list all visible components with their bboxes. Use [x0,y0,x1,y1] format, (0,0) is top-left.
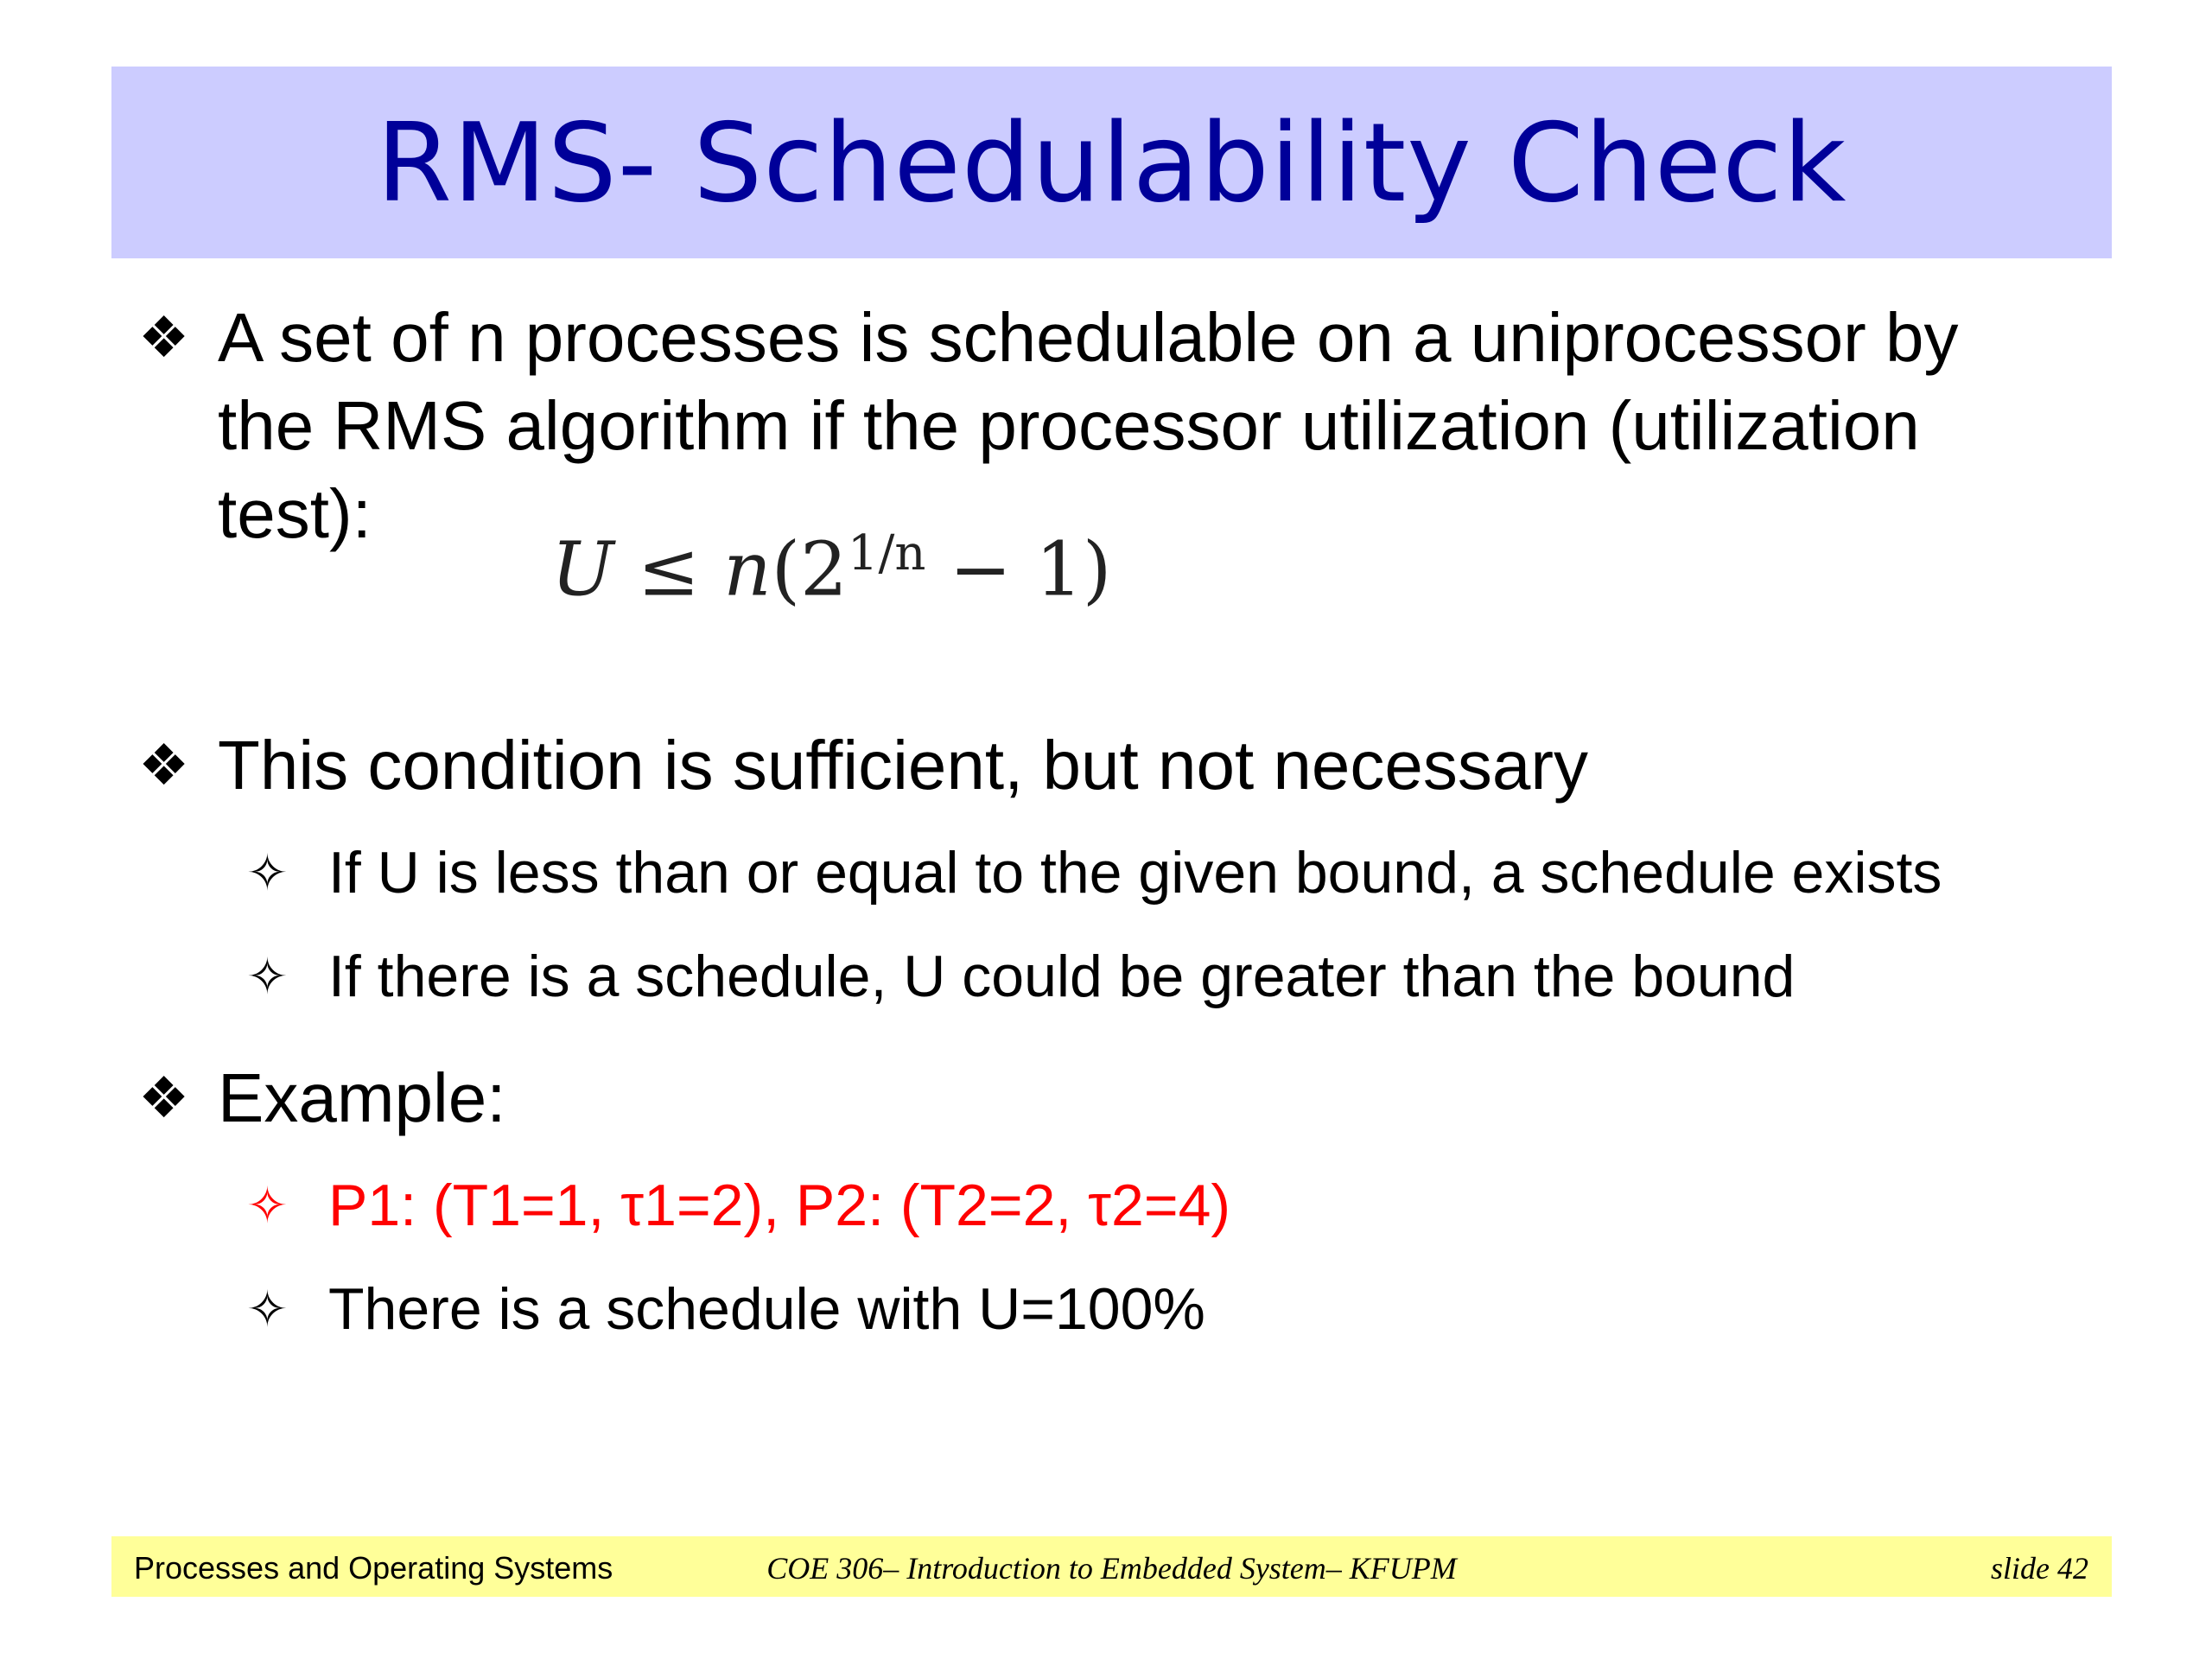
sub-bullet-text: If there is a schedule, U could be greater than the bound [328,944,1796,1009]
star-bullet-icon: ✧ [246,843,289,902]
bullet-text-line: A set of n processes is schedulable on a uniprocessor by [218,299,1959,376]
sub-bullet-text: If U is less than or equal to the given bound, a schedule exists [328,840,1942,906]
formula-u: U [551,526,614,613]
title-band [111,67,2112,258]
formula-base: (2 [771,526,848,613]
bullet-text-line: the RMS algorithm if the processor utilization (utilization [218,387,1920,464]
bullet-text: This condition is sufficient, but not necessary [218,727,1589,804]
bullet-text-line: test): [218,475,372,552]
formula-exponent: 1/n [847,525,926,582]
diamond-bullet-icon: ❖ [138,1065,190,1131]
formula-tail: − 1) [925,526,1112,613]
utilization-formula [551,525,1111,613]
formula-leq: ≤ [637,526,700,613]
footer-course-name: COE 306– Introduction to Embedded System– KFUPM [766,1551,1457,1586]
diamond-bullet-icon: ❖ [138,304,190,371]
diamond-bullet-icon: ❖ [138,732,190,798]
sub-bullet-text: There is a schedule with U=100% [328,1276,1205,1342]
sub-bullet-text: P1: (T1=1, τ1=2), P2: (T2=2, τ2=4) [328,1173,1231,1238]
star-bullet-icon: ✧ [246,1176,289,1235]
formula-n: n [723,526,772,613]
star-bullet-icon: ✧ [246,947,289,1006]
slide-title: RMS- Schedulability Check [376,99,1847,226]
footer-band [111,1536,2112,1597]
footer-slide-number: slide 42 [1991,1551,2088,1586]
star-bullet-icon: ✧ [246,1280,289,1338]
footer-course-topic: Processes and Operating Systems [134,1550,613,1586]
bullet-text: Example: [218,1059,506,1136]
